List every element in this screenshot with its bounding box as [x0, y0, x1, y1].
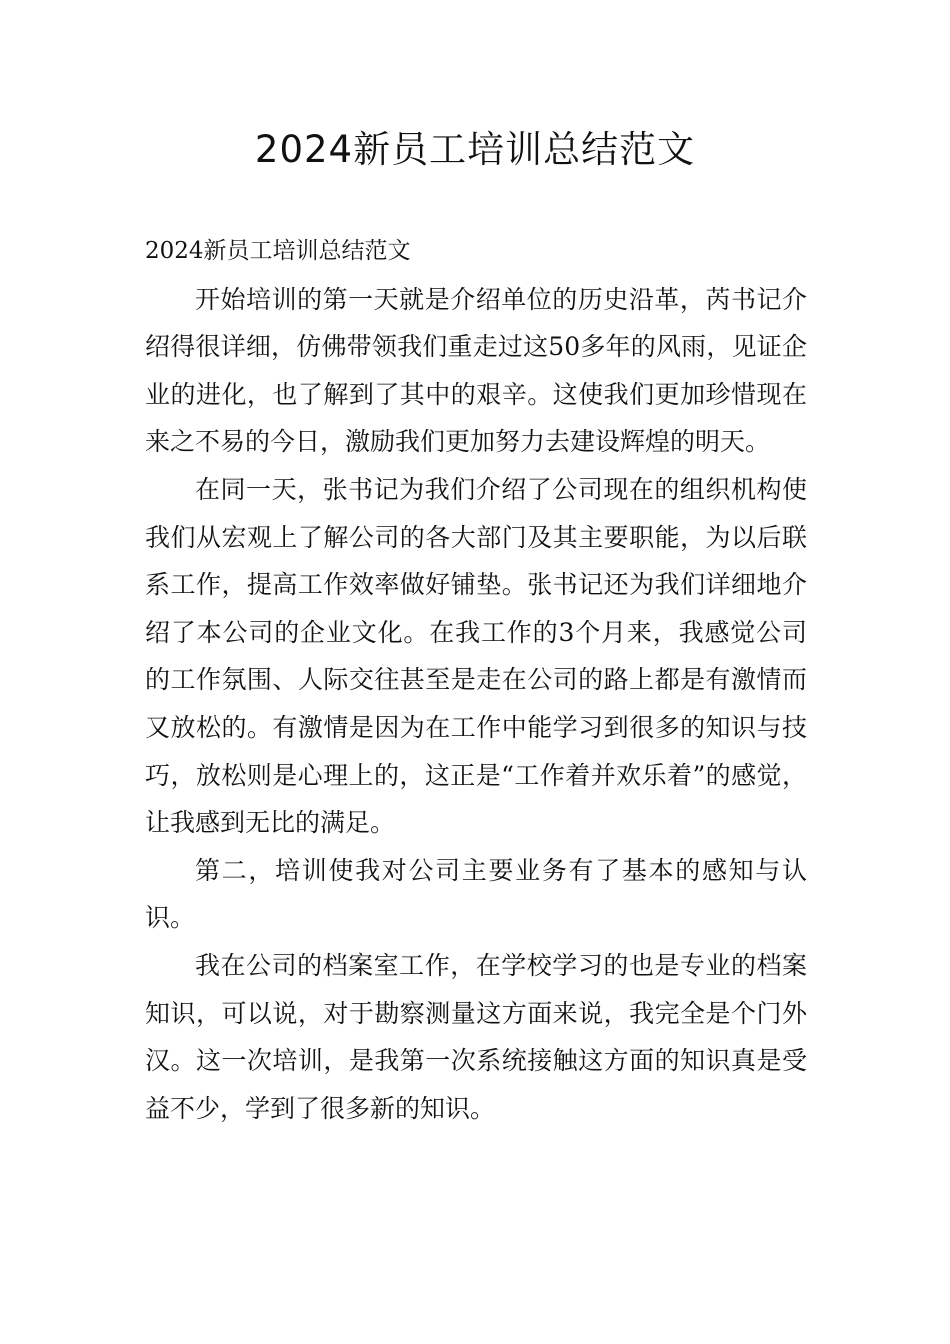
paragraph-business: 第二，培训使我对公司主要业务有了基本的感知与认识。 — [145, 855, 807, 933]
document-subtitle: 2024新员工培训总结范文 — [145, 238, 411, 264]
document-title: 2024新员工培训总结范文 — [254, 128, 696, 171]
paragraph-organization: 在同一天，张书记为我们介绍了公司现在的组织机构使我们从宏观上了解公司的各大部门及其主要职能，为以后联系工作，提高工作效率做好铺垫。张书记还为我们详细地介绍了本公司的企业文化。在我工作的3个月来，我感觉公司的工作氛围、人际交往甚至是走在公司的路上都是有激情而又放松的。有激情是因为在工作中能学习到很多的知识与技巧，放松则是心理上的，这正是“工作着并欢乐着”的感觉，让我感到无比的满足。 — [145, 474, 807, 838]
paragraph-archives: 我在公司的档案室工作，在学校学习的也是专业的档案知识，可以说，对于勘察测量这方面来说，我完全是个门外汉。这一次培训，是我第一次系统接触这方面的知识真是受益不少，学到了很多新的知识。 — [145, 950, 807, 1123]
paragraph-history: 开始培训的第一天就是介绍单位的历史沿革，芮书记介绍得很详细，仿佛带领我们重走过这50多年的风雨，见证企业的进化，也了解到了其中的艰辛。这使我们更加珍惜现在来之不易的今日，激励我们更加努力去建设辉煌的明天。 — [145, 284, 807, 457]
document-body — [145, 228, 807, 1132]
